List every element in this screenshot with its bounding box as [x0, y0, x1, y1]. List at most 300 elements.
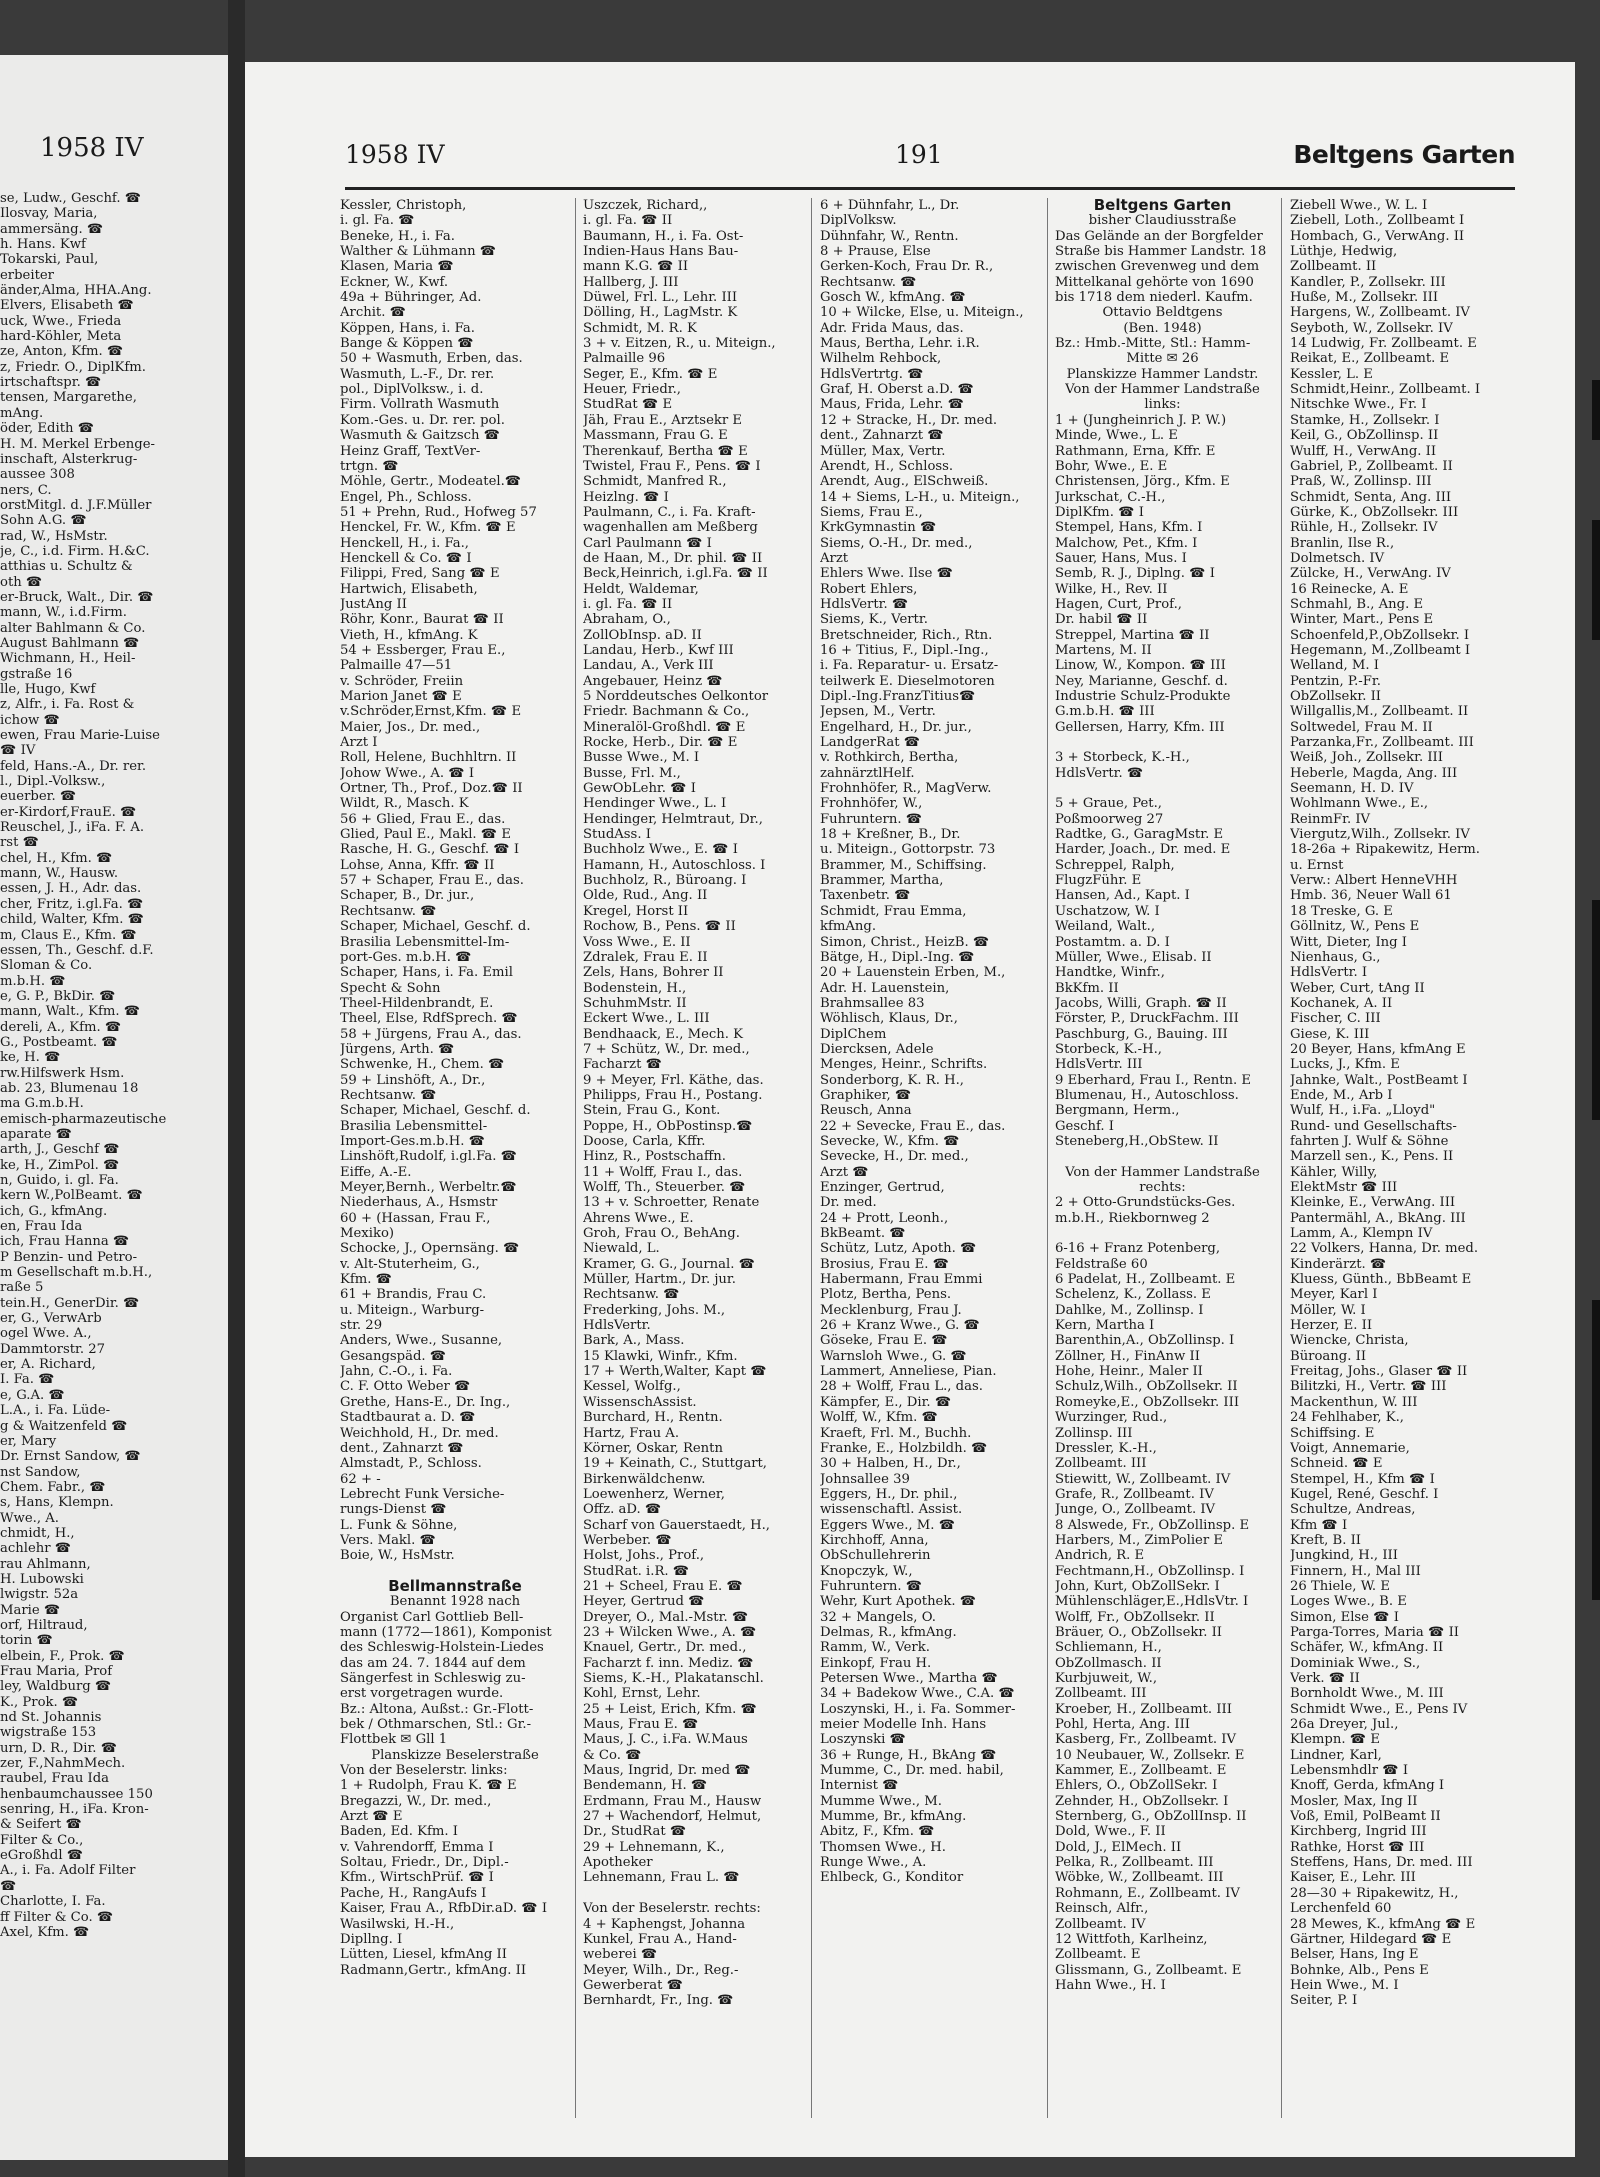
directory-entry: öder, Edith ☎: [0, 421, 95, 437]
directory-entry: Jürgens, Arth. ☎: [340, 1041, 455, 1057]
directory-entry: Henckel, Fr. W., Kfm. ☎ E: [340, 520, 516, 536]
directory-entry: Lütten, Liesel, kfmAng II: [340, 1947, 507, 1963]
directory-entry: Werbeber. ☎: [583, 1532, 672, 1548]
directory-entry: Reusch, Anna: [820, 1103, 912, 1119]
directory-entry: Henckell & Co. ☎ I: [340, 550, 472, 566]
directory-entry: Mittelkanal gehörte von 1690: [1055, 274, 1254, 290]
directory-entry: GewObLehr. ☎ I: [583, 781, 697, 797]
section-note: bisher Claudiusstraße: [1088, 213, 1237, 229]
directory-entry: Robert Ehlers,: [820, 581, 918, 597]
directory-entry: Kessler, Christoph,: [340, 198, 467, 213]
street-section-title: Bellmannstraße: [388, 1576, 522, 1595]
directory-entry: Dr. Ernst Sandow, ☎: [0, 1449, 141, 1465]
directory-entry: Wilhelm Rehbock,: [820, 351, 942, 367]
directory-entry: Giese, K. III: [1290, 1026, 1370, 1042]
page-year: 1958 IV: [345, 140, 445, 169]
directory-entry: Branlin, Ilse R.,: [1290, 535, 1395, 551]
directory-entry: 20 Beyer, Hans, kfmAng E: [1290, 1041, 1466, 1057]
directory-entry: Loewenherz, Werner,: [583, 1486, 725, 1502]
directory-entry: rw.Hilfswerk Hsm.: [0, 1065, 125, 1081]
directory-entry: Schaper, Hans, i. Fa. Emil: [340, 965, 513, 981]
directory-entry: BkKfm. II: [1055, 980, 1119, 996]
directory-entry: Boie, W., HsMstr.: [340, 1548, 455, 1564]
directory-entry: aussee 308: [0, 467, 75, 483]
directory-entry: Schelenz, K., Zollass. E: [1055, 1287, 1211, 1303]
directory-entry: Weiland, Walt.,: [1055, 919, 1156, 935]
directory-entry: Gabriel, P., Zollbeamt. II: [1290, 458, 1453, 474]
directory-entry: Johnsallee 39: [820, 1471, 910, 1487]
directory-entry: Jäh, Frau E., Arztsekr E: [583, 412, 742, 428]
directory-entry: Wöbke, W., Zollbeamt. III: [1055, 1870, 1224, 1886]
directory-entry: Wiencke, Christa,: [1290, 1333, 1409, 1349]
directory-entry: Schaper, Michael, Geschf. d.: [340, 919, 531, 935]
directory-entry: Hombach, G., VerwAng. II: [1290, 228, 1465, 244]
directory-entry: v. Schröder, Freiin: [340, 673, 464, 689]
directory-entry: Grafe, R., Zollbeamt. IV: [1055, 1486, 1214, 1502]
directory-entry: emisch-pharmazeutische: [0, 1111, 167, 1127]
directory-entry: Wohlmann Wwe., E.,: [1290, 796, 1429, 812]
directory-entry: Marie ☎: [0, 1602, 61, 1618]
directory-entry: torin ☎: [0, 1633, 53, 1649]
directory-entry: Landau, A., Verk III: [583, 658, 714, 674]
directory-entry: StudAss. I: [583, 827, 651, 843]
directory-entry: Jahn, C.-O., i. Fa.: [340, 1364, 453, 1380]
directory-entry: Gewerberat ☎: [583, 1977, 684, 1993]
directory-entry: str. 29: [340, 1318, 383, 1334]
directory-entry: Winter, Mart., Pens E: [1290, 612, 1434, 628]
directory-entry: Eiffe, A.-E.: [340, 1164, 412, 1180]
directory-entry: Rechtsanw. ☎: [820, 274, 917, 290]
directory-entry: Dressler, K.-H.,: [1055, 1440, 1157, 1456]
directory-entry: Reinsch, Alfr.,: [1055, 1901, 1149, 1917]
directory-entry: Steffens, Hans, Dr. med. III: [1290, 1855, 1473, 1871]
directory-entry: Jurkschat, C.-H.,: [1055, 489, 1166, 505]
directory-entry: 30 + Halben, H., Dr.,: [820, 1456, 961, 1472]
directory-entry: & Seifert ☎: [0, 1817, 82, 1833]
directory-entry: Kirchberg, Ingrid III: [1290, 1824, 1427, 1840]
directory-entry: Wasmuth, L.-F., Dr. rer.: [340, 366, 495, 382]
directory-entry: 25 + Leist, Erich, Kfm. ☎: [583, 1701, 757, 1717]
directory-entry: Ziebell, Loth., Zollbeamt I: [1290, 213, 1465, 229]
directory-entry: Mexiko): [340, 1226, 395, 1242]
directory-entry: 24 + Prott, Leonh.,: [820, 1210, 949, 1226]
directory-entry: Elvers, Elisabeth ☎: [0, 298, 134, 314]
directory-entry: Loszynski ☎: [820, 1732, 906, 1748]
directory-entry: Ortner, Th., Prof., Doz.☎ II: [340, 781, 523, 797]
directory-entry: Bräuer, O., ObZollsekr. II: [1055, 1624, 1223, 1640]
directory-entry: Zülcke, H., VerwAng. IV: [1290, 566, 1451, 582]
directory-entry: Adr. Frida Maus, das.: [820, 320, 964, 336]
directory-entry: Friedr. Bachmann & Co.,: [583, 704, 750, 720]
directory-entry: Rechtsanw. ☎: [340, 1087, 437, 1103]
directory-entry: Kaiser, E., Lehr. III: [1290, 1870, 1416, 1886]
directory-entry: Jungkind, H., III: [1290, 1548, 1398, 1564]
directory-entry: Jacobs, Willi, Graph. ☎ II: [1055, 995, 1227, 1011]
directory-entry: Frau Maria, Prof: [0, 1664, 113, 1679]
directory-entry: Arzt I: [340, 735, 378, 751]
directory-entry: Seyboth, W., Zollsekr. IV: [1290, 320, 1453, 336]
directory-entry: Maus, Ingrid, Dr. med ☎: [583, 1763, 751, 1779]
directory-entry: Import-Ges.m.b.H. ☎: [340, 1133, 486, 1149]
directory-entry: Schoenfeld,P.,ObZollsekr. I: [1290, 627, 1470, 643]
directory-entry: 11 + Wolff, Frau I., das.: [583, 1164, 743, 1180]
directory-entry: Offz. aD. ☎: [583, 1502, 662, 1518]
directory-entry: mann (1772—1861), Komponist: [340, 1624, 552, 1640]
directory-entry: Lehnemann, Frau L. ☎: [583, 1870, 740, 1886]
directory-entry: Körner, Oskar, Rentn: [583, 1440, 723, 1456]
directory-entry: ZollObInsp. aD. II: [583, 627, 702, 643]
directory-entry: KrkGymnastin ☎: [820, 520, 937, 536]
directory-entry: Gerken-Koch, Frau Dr. R.,: [820, 259, 994, 275]
directory-entry: Minde, Wwe., L. E: [1055, 428, 1178, 444]
directory-entry: Mosler, Max, Ing II: [1290, 1793, 1418, 1809]
directory-entry: Zöllner, H., FinAnw II: [1055, 1348, 1200, 1364]
directory-entry: das am 24. 7. 1844 auf dem: [340, 1655, 526, 1671]
directory-entry: ObSchullehrerin: [820, 1548, 931, 1564]
directory-entry: Kessler, L. E: [1290, 366, 1373, 382]
directory-entry: ke, H. ☎: [0, 1050, 61, 1066]
directory-entry: Chem. Fabr., ☎: [0, 1479, 106, 1495]
section-note: Von der Hammer Landstraße: [1065, 1164, 1260, 1180]
running-street-title: Beltgens Garten: [1293, 140, 1515, 169]
directory-entry: u. Ernst: [1290, 857, 1344, 873]
directory-entry: Flottbek ✉ Gll 1: [340, 1732, 448, 1748]
directory-entry: Voß, Emil, PolBeamt II: [1290, 1809, 1441, 1825]
directory-entry: 16 + Titius, F., Dipl.-Ing.,: [820, 642, 989, 658]
directory-entry: Knauel, Gertr., Dr. med.,: [583, 1640, 747, 1656]
directory-entry: Hartz, Frau A.: [583, 1425, 680, 1441]
directory-entry: Barenthin,A., ObZollinsp. I: [1055, 1333, 1235, 1349]
directory-entry: Kasberg, Fr., Zollbeamt. IV: [1055, 1732, 1237, 1748]
directory-entry: Maus, Bertha, Lehr. i.R.: [820, 336, 980, 352]
directory-entry: Hahn Wwe., H. I: [1055, 1977, 1166, 1993]
directory-entry: trtgn. ☎: [340, 458, 399, 474]
directory-entry: er, A. Richard,: [0, 1357, 96, 1373]
directory-entry: ammersäng. ☎: [0, 221, 104, 237]
directory-entry: Facharzt ☎: [583, 1057, 663, 1073]
directory-entry: orf, Hiltraud,: [0, 1617, 88, 1633]
directory-entry: Busse, Frl. M.,: [583, 765, 681, 781]
directory-entry: L.A., i. Fa. Lüde-: [0, 1403, 111, 1419]
directory-entry: Ahrens Wwe., E.: [583, 1210, 694, 1226]
directory-entry: Linow, W., Kompon. ☎ III: [1055, 658, 1226, 674]
directory-entry: Marion Janet ☎ E: [340, 689, 462, 704]
directory-entry: Carl Paulmann ☎ I: [583, 535, 712, 551]
directory-entry: Verw.: Albert HenneVHH: [1290, 873, 1458, 889]
directory-entry: Brahmsallee 83: [820, 995, 925, 1011]
directory-entry: 23 + Wilcken Wwe., A. ☎: [583, 1624, 757, 1640]
directory-entry: Feldstraße 60: [1055, 1256, 1148, 1272]
directory-entry: ab. 23, Blumenau 18: [0, 1080, 139, 1096]
directory-entry: i. gl. Fa. ☎: [340, 213, 415, 229]
directory-entry: Zdralek, Frau E. II: [583, 949, 708, 965]
directory-entry: h. Hans. Kwf: [0, 237, 86, 253]
directory-entry: Maus, Frau E. ☎: [583, 1717, 699, 1733]
directory-entry: Ehlers Wwe. Ilse ☎: [820, 566, 954, 582]
directory-entry: Rasche, H. G., Geschf. ☎ I: [340, 842, 520, 858]
directory-entry: ewen, Frau Marie-Luise: [0, 728, 160, 744]
directory-entry: Franke, E., Holzbildh. ☎: [820, 1440, 988, 1456]
directory-entry: Soltwedel, Frau M. II: [1290, 719, 1433, 735]
directory-entry: u. Miteign., Warburg-: [340, 1302, 485, 1318]
directory-entry: Kleinke, E., VerwAng. III: [1290, 1195, 1456, 1211]
scan-edge-mark: [1592, 900, 1600, 1120]
directory-entry: 58 + Jürgens, Frau A., das.: [340, 1026, 522, 1042]
directory-entry: ☎ IV: [0, 743, 36, 759]
directory-entry: Maus, Frida, Lehr. ☎: [820, 397, 965, 413]
directory-entry: atthias u. Schultz &: [0, 559, 133, 575]
directory-entry: urn, D. R., Dir. ☎: [0, 1740, 118, 1756]
directory-entry: 6 + Dühnfahr, L., Dr.: [820, 198, 960, 213]
directory-entry: Kugel, René, Geschf. I: [1290, 1486, 1439, 1502]
directory-entry: Jepsen, M., Vertr.: [820, 704, 936, 720]
directory-entry: Glied, Paul E., Makl. ☎ E: [340, 827, 512, 843]
directory-entry: mAng.: [0, 405, 44, 421]
directory-entry: Tokarski, Paul,: [0, 252, 99, 268]
directory-entry: Wilke, H., Rev. II: [1055, 581, 1168, 597]
directory-entry: Kfm., WirtschPrüf. ☎ I: [340, 1870, 494, 1886]
directory-entry: Meyer,Bernh., Werbeltr.☎: [340, 1180, 517, 1195]
directory-entry: Simon, Christ., HeizB. ☎: [820, 934, 990, 950]
directory-entry: Wolff, W., Kfm. ☎: [820, 1410, 938, 1426]
directory-entry: mann K.G. ☎ II: [583, 259, 689, 275]
directory-entry: Ilosvay, Maria,: [0, 206, 98, 222]
directory-entry: BkBeamt. ☎: [820, 1226, 906, 1242]
directory-entry: Schütz, Lutz, Apoth. ☎: [820, 1241, 977, 1257]
section-note: (Ben. 1948): [1123, 320, 1202, 336]
directory-entry: Ney, Marianne, Geschf. d.: [1055, 673, 1228, 689]
directory-entry: Hamann, H., Autoschloss. I: [583, 857, 766, 873]
directory-entry: Voss Wwe., E. II: [583, 934, 691, 950]
directory-entry: Kaiser, Frau A., RfbDir.aD. ☎ I: [340, 1901, 548, 1917]
directory-entry: Lammert, Anneliese, Pian.: [820, 1364, 997, 1380]
directory-entry: oth ☎: [0, 574, 43, 590]
directory-entry: Dr. med.: [820, 1195, 877, 1211]
directory-entry: 20 + Lauenstein Erben, M.,: [820, 965, 1006, 981]
directory-entry: Zollinsp. III: [1055, 1425, 1133, 1441]
directory-entry: dent., Zahnarzt ☎: [340, 1440, 464, 1456]
directory-entry: Kfm ☎ I: [1290, 1517, 1348, 1533]
directory-entry: Buchholz Wwe., E. ☎ I: [583, 842, 738, 858]
directory-entry: irtschaftspr. ☎: [0, 375, 102, 391]
directory-entry: er, Mary: [0, 1433, 57, 1449]
directory-entry: v. Alt-Stuterheim, G.,: [340, 1256, 480, 1272]
directory-entry: Radtke, G., GaragMstr. E: [1055, 827, 1224, 843]
directory-entry: Bätge, H., Dipl.-Ing. ☎: [820, 949, 975, 965]
directory-entry: Schwenke, H., Chem. ☎: [340, 1057, 505, 1073]
directory-entry: Kom.-Ges. u. Dr. rer. pol.: [340, 412, 505, 428]
directory-entry: Lerchenfeld 60: [1290, 1901, 1392, 1917]
directory-entry: Schmidt, M. R. K: [583, 320, 697, 336]
directory-entry: HdlsVertr. I: [1290, 965, 1368, 981]
directory-entry: Taxenbetr. ☎: [820, 888, 911, 904]
directory-entry: Junge, O., Zollbeamt. IV: [1055, 1502, 1216, 1518]
directory-entry: [1055, 1149, 1270, 1164]
directory-entry: 32 + Mangels, O.: [820, 1609, 936, 1625]
directory-entry: Romeyke,E., ObZollsekr. III: [1055, 1394, 1240, 1410]
directory-entry: Bendhaack, E., Mech. K: [583, 1026, 744, 1042]
directory-entry: m Gesellschaft m.b.H.,: [0, 1265, 153, 1281]
left-page-header: 1958 IV: [40, 133, 144, 163]
scan-edge-mark: [1592, 520, 1600, 640]
directory-entry: Frohnhöfer, W.,: [820, 796, 923, 812]
directory-entry: 29 + Lehnemann, K.,: [583, 1839, 725, 1855]
directory-entry: lle, Hugo, Kwf: [0, 682, 96, 697]
directory-entry: raubel, Frau Ida: [0, 1771, 110, 1787]
directory-entry: Blumenau, H., Autoschloss.: [1055, 1087, 1239, 1103]
directory-entry: Praß, W., Zollinsp. III: [1290, 474, 1432, 490]
directory-entry: Hmb. 36, Neuer Wall 61: [1290, 888, 1452, 904]
directory-entry: Wolff, Th., Steuerber. ☎: [583, 1180, 746, 1195]
directory-entry: Almstadt, P., Schloss.: [340, 1456, 482, 1472]
directory-entry: Palmaille 96: [583, 351, 666, 367]
directory-entry: Schmidt,Heinr., Zollbeamt. I: [1290, 382, 1481, 398]
directory-entry: Dold, Wwe., F. II: [1055, 1824, 1166, 1840]
directory-entry: Habermann, Frau Emmi: [820, 1272, 983, 1288]
directory-entry: ke, H., ZimPol. ☎: [0, 1157, 120, 1173]
directory-entry: Brosius, Frau E. ☎: [820, 1256, 950, 1272]
directory-entry: Graphiker, ☎: [820, 1087, 912, 1103]
directory-entry: Malchow, Pet., Kfm. I: [1055, 535, 1198, 551]
directory-entry: Welland, M. I: [1290, 658, 1379, 674]
directory-entry: Theel-Hildenbrandt, E.: [340, 995, 494, 1011]
directory-entry: Schmidt Wwe., E., Pens IV: [1290, 1701, 1468, 1717]
directory-entry: August Bahlmann ☎: [0, 635, 140, 651]
directory-entry: wissenschaftl. Assist.: [820, 1502, 963, 1518]
directory-entry: Axel, Kfm. ☎: [0, 1924, 90, 1940]
directory-entry: erbeiter: [0, 267, 54, 283]
directory-entry: Bernhardt, Fr., Ing. ☎: [583, 1993, 734, 2009]
directory-entry: nd St. Johannis: [0, 1710, 102, 1726]
directory-entry: Belser, Hans, Ing E: [1290, 1947, 1419, 1963]
directory-entry: Hohe, Heinr., Maler II: [1055, 1364, 1203, 1380]
directory-entry: ReinmFr. IV: [1290, 811, 1371, 827]
directory-entry: Eckner, W., Kwf.: [340, 274, 449, 290]
directory-entry: Göllnitz, W., Pens E: [1290, 919, 1420, 935]
directory-entry: Roll, Helene, Buchhltrn. II: [340, 750, 517, 766]
section-note: Planskizze Beselerstraße: [371, 1747, 539, 1763]
directory-entry: Specht & Sohn: [340, 980, 441, 996]
directory-entry: Rochow, B., Pens. ☎ II: [583, 919, 736, 935]
directory-entry: Wöhlisch, Klaus, Dr.,: [820, 1011, 958, 1027]
directory-entry: Lamm, A., Klempn IV: [1290, 1226, 1433, 1242]
directory-entry: Meyer, Karl I: [1290, 1287, 1378, 1303]
directory-entry: zahnärztlHelf.: [820, 765, 915, 781]
directory-entry: ich, G., kfmAng.: [0, 1203, 108, 1219]
directory-entry: 59 + Linshöft, A., Dr.,: [340, 1072, 486, 1088]
directory-entry: Fuhruntern. ☎: [820, 1578, 923, 1594]
directory-entry: Heizlng. ☎ I: [583, 489, 669, 505]
directory-entry: mann, Walt., Kfm. ☎: [0, 1004, 141, 1020]
directory-entry: Hendinger, Helmtraut, Dr.,: [583, 811, 763, 827]
directory-entry: Zollbeamt. III: [1055, 1686, 1147, 1702]
directory-entry: Engel, Ph., Schloss.: [340, 489, 472, 505]
directory-entry: Ramm, W., Verk.: [820, 1640, 930, 1656]
directory-entry: 57 + Schaper, Frau E., das.: [340, 873, 524, 889]
directory-entry: 61 + Brandis, Frau C.: [340, 1287, 487, 1303]
directory-entry: Rohmann, E., Zollbeamt. IV: [1055, 1885, 1240, 1901]
directory-entry: Dominiak Wwe., S.,: [1290, 1655, 1421, 1671]
directory-entry: Schiffsing. E: [1290, 1425, 1375, 1441]
directory-entry: Weber, Curt, tAng II: [1290, 980, 1425, 996]
directory-entry: Wolff, Fr., ObZollsekr. II: [1055, 1609, 1215, 1625]
directory-entry: Fischer, C. III: [1290, 1011, 1381, 1027]
directory-entry: Maier, Jos., Dr. med.,: [340, 719, 481, 735]
directory-entry: Schaper, B., Dr. jur.,: [340, 888, 475, 904]
directory-entry: l., Dipl.-Volksw.,: [0, 774, 106, 790]
directory-entry: Firm. Vollrath Wasmuth: [340, 397, 500, 413]
directory-entry: e, G.A. ☎: [0, 1387, 65, 1403]
directory-entry: 49a + Bühringer, Ad.: [340, 290, 482, 306]
directory-entry: [1055, 735, 1270, 750]
directory-entry: ElektMstr ☎ III: [1290, 1180, 1398, 1195]
directory-entry: mann, W., i.d.Firm.: [0, 605, 127, 621]
directory-entry: Massmann, Frau G. E: [583, 428, 728, 444]
directory-entry: Keil, G., ObZollinsp. II: [1290, 428, 1439, 444]
directory-entry: Christensen, Jörg., Kfm. E: [1055, 474, 1230, 490]
directory-entry: 17 + Werth,Walter, Kapt ☎: [583, 1364, 767, 1380]
directory-entry: Postamtm. a. D. I: [1055, 934, 1170, 950]
directory-entry: Beneke, H., i. Fa.: [340, 228, 455, 244]
directory-entry: 28 Mewes, K., kfmAng ☎ E: [1290, 1916, 1476, 1932]
directory-entry: ☎: [0, 1878, 17, 1894]
directory-entry: StudRat ☎ E: [583, 397, 673, 413]
section-note: links:: [1144, 397, 1181, 413]
left-page-column: [0, 191, 222, 1940]
directory-entry: dent., Zahnarzt ☎: [820, 428, 944, 444]
directory-entry: C. F. Otto Weber ☎: [340, 1379, 471, 1395]
directory-entry: Gosch W., kfmAng. ☎: [820, 290, 966, 306]
directory-entry: Pelka, R., Zollbeamt. III: [1055, 1855, 1214, 1871]
directory-entry: [1055, 781, 1270, 796]
directory-entry: Vers. Makl. ☎: [340, 1532, 436, 1548]
directory-entry: Das Gelände an der Borgfelder: [1055, 228, 1263, 244]
directory-entry: ff Filter & Co. ☎: [0, 1909, 114, 1925]
directory-entry: Indien-Haus Hans Bau-: [583, 244, 739, 260]
directory-entry: Gürke, K., ObZollsekr. III: [1290, 504, 1459, 520]
directory-entry: LandgerRat ☎: [820, 735, 921, 751]
directory-entry: Thomsen Wwe., H.: [820, 1839, 946, 1855]
directory-entry: Seiter, P. I: [1290, 1993, 1358, 2009]
directory-entry: erst vorgetragen wurde.: [340, 1686, 504, 1702]
directory-entry: wigstraße 153: [0, 1725, 97, 1741]
book-gutter: [228, 0, 245, 2177]
directory-entry: Müller, Max, Vertr.: [820, 443, 946, 459]
directory-entry: 10 Neubauer, W., Zollsekr. E: [1055, 1747, 1245, 1763]
directory-entry: Müller, Wwe., Elisab. II: [1055, 949, 1212, 965]
directory-entry: 34 + Badekow Wwe., C.A. ☎: [820, 1686, 1015, 1702]
directory-entry: Poppe, H., ObPostinsp.☎: [583, 1118, 753, 1134]
directory-entry: Eggers, H., Dr. phil.,: [820, 1486, 958, 1502]
directory-entry: Siems, K.-H., Plakatanschl.: [583, 1671, 764, 1686]
directory-entry: Von der Beselerstr. rechts:: [583, 1901, 761, 1917]
directory-entry: Angebauer, Heinz ☎: [583, 673, 723, 689]
directory-entry: WissenschAssist.: [583, 1394, 697, 1410]
directory-entry: zwischen Grevenweg und dem: [1055, 259, 1260, 275]
directory-entry: Runge Wwe., A.: [820, 1855, 927, 1871]
directory-entry: Adr. H. Lauenstein,: [820, 980, 950, 996]
directory-entry: nst Sandow,: [0, 1464, 81, 1480]
directory-entry: Weiß, Joh., Zollsekr. III: [1290, 750, 1443, 766]
directory-entry: H. Lubowski: [0, 1571, 84, 1587]
directory-entry: s, Hans, Klempn.: [0, 1495, 114, 1511]
directory-entry: Brasilia Lebensmittel-Im-: [340, 934, 510, 950]
directory-entry: Siems, Frau E.,: [820, 504, 923, 520]
directory-entry: Industrie Schulz-Produkte: [1055, 689, 1231, 704]
directory-entry: HdlsVertrtg. ☎: [820, 366, 924, 382]
directory-entry: DiplVolksw.: [820, 213, 897, 229]
page-number: 191: [895, 140, 943, 169]
